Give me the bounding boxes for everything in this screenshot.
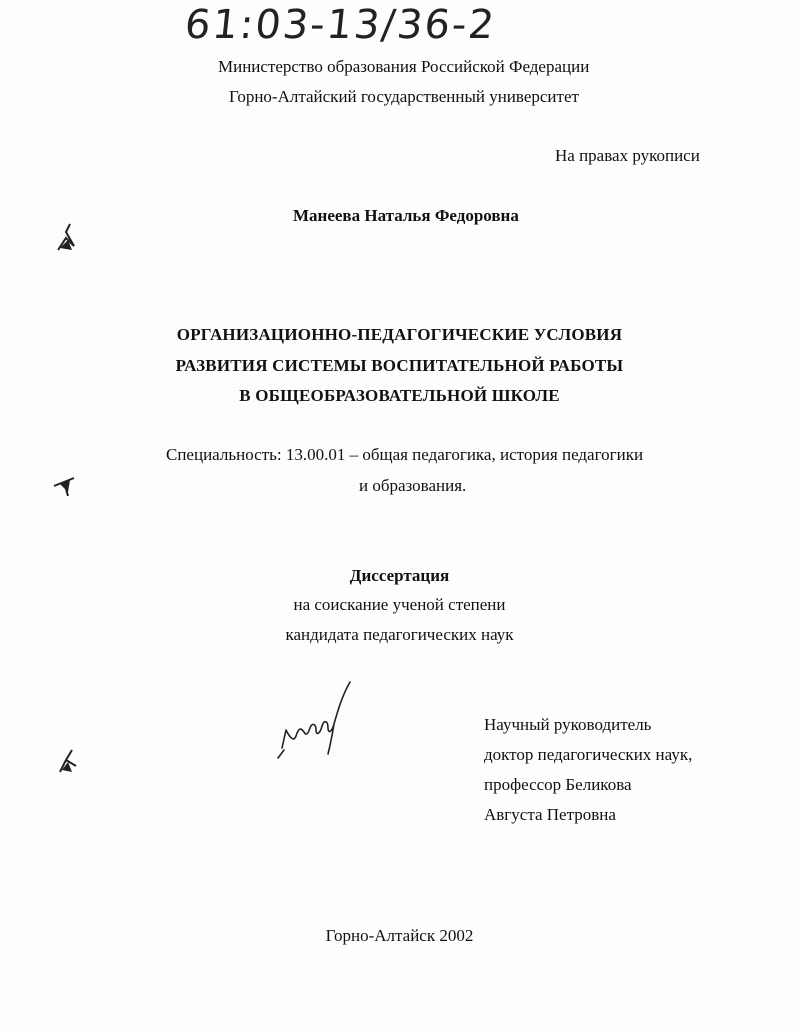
place-year: Горно-Алтайск 2002 (325, 926, 474, 945)
specialty-line-2: и образования. (359, 476, 467, 495)
title-line-2: РАЗВИТИЯ СИСТЕМЫ ВОСПИТАТЕЛЬНОЙ РАБОТЫ (175, 356, 624, 375)
author-name: Манеева Наталья Федоровна (293, 206, 519, 225)
margin-mark-3 (52, 744, 82, 776)
rights-note: На правах рукописи (555, 146, 700, 165)
dissertation-degree-line: на соискание ученой степени (293, 595, 506, 614)
dissertation-field-line: кандидата педагогических наук (285, 625, 514, 644)
supervisor-line-2: доктор педагогических наук, (484, 745, 693, 764)
author-signature (272, 676, 362, 766)
title-line-3: В ОБЩЕОБРАЗОВАТЕЛЬНОЙ ШКОЛЕ (239, 386, 560, 405)
margin-mark-1 (52, 220, 82, 254)
dissertation-heading: Диссертация (349, 566, 450, 585)
archive-code-handwritten: 61:03-13/36-2 (182, 2, 499, 48)
ministry-line: Министерство образования Российской Федерации (218, 57, 590, 76)
supervisor-line-3: профессор Беликова (484, 775, 632, 794)
supervisor-line-1: Научный руководитель (484, 715, 652, 734)
title-line-1: ОРГАНИЗАЦИОННО-ПЕДАГОГИЧЕСКИЕ УСЛОВИЯ (176, 325, 623, 344)
supervisor-line-4: Августа Петровна (484, 805, 616, 824)
specialty-line-1: Специальность: 13.00.01 – общая педагогика, история педагогики (166, 445, 644, 464)
university-line: Горно-Алтайский государственный университет (229, 87, 579, 106)
margin-mark-2 (50, 470, 80, 500)
